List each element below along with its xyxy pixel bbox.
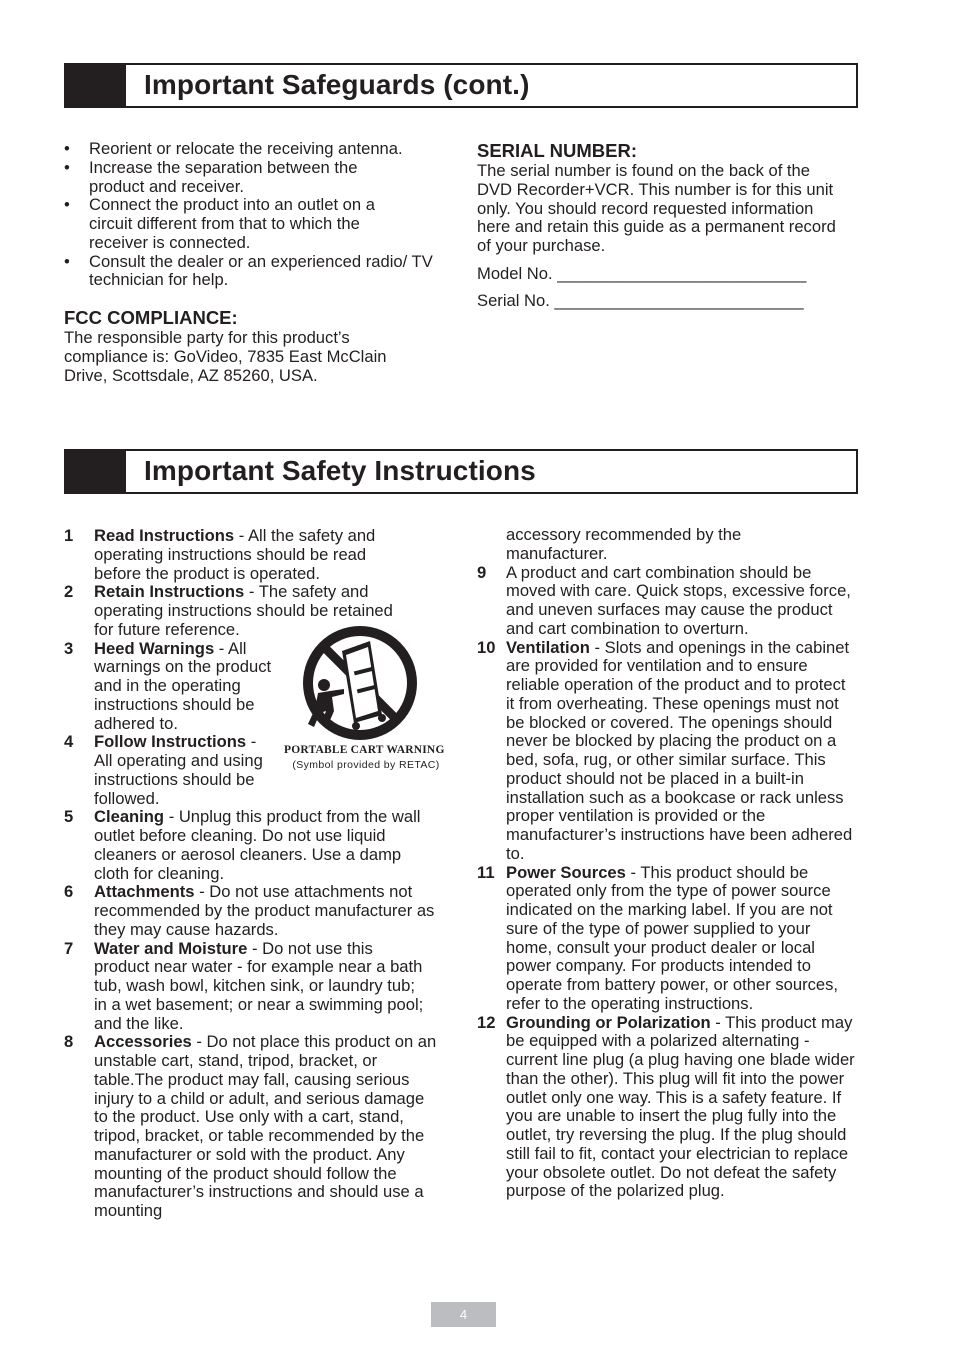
section-title: Important Safety Instructions: [144, 455, 536, 486]
instruction-item-11: 11 Power Sources - This product should be operated only from the type of power source indicated on the marking label. If you are not sure of the type of power supplied to your home, consult your product dealer or local power company. For products intended to operate from battery power, or other sources, refer to the operating instructions.: [477, 862, 839, 1013]
interference-bullet-list: [64, 140, 444, 290]
bullet-glyph: •: [64, 251, 70, 271]
instruction-number: 8: [64, 1032, 74, 1052]
instruction-number: 1: [64, 526, 74, 545]
section-header-safeguards: [64, 63, 858, 108]
instruction-item-2: 2 Retain Instructions - The safety and operating instructions should be retained for future reference.: [64, 582, 393, 639]
instruction-number: 9: [477, 562, 487, 582]
list-item: • Connect the product into an outlet on a circuit different from that to which the receiver is connected.: [64, 195, 375, 252]
bullet-glyph: •: [64, 195, 70, 215]
instruction-item-1: 1 Read Instructions - All the safety and operating instructions should be read before the product is operated.: [64, 526, 376, 583]
instruction-number: 6: [64, 882, 74, 902]
serial-column: [477, 140, 847, 310]
list-item: • Increase the separation between the product and receiver.: [64, 157, 358, 196]
serial-number-field: Serial No. ___________________________: [477, 290, 804, 310]
instruction-item-6: 6 Attachments - Do not use attachments not recommended by the product manufacturer as they may cause hazards.: [64, 882, 435, 939]
cart-warning-subtitle: (Symbol provided by RETAC): [292, 759, 440, 771]
instruction-item-5: 5 Cleaning - Unplug this product from the wall outlet before cleaning. Do not use liquid cleaners or aerosol cleaners. Use a damp cloth for cleaning.: [64, 807, 421, 883]
list-item: • Reorient or relocate the receiving antenna.: [64, 139, 403, 158]
bullet-glyph: •: [64, 157, 70, 177]
serial-body: The serial number is found on the back of the DVD Recorder+VCR. This number is for this unit only. You should record requested information here and retain this guide as a permanent record of your purchase.: [477, 161, 836, 255]
fcc-body: The responsible party for this product’s compliance is: GoVideo, 7835 East McClain Drive, Scottsdale, AZ 85260, USA.: [64, 328, 387, 385]
serial-heading: SERIAL NUMBER:: [477, 140, 637, 161]
model-number-field: Model No. ___________________________: [477, 263, 807, 283]
instruction-number: 12: [477, 1012, 496, 1032]
section-title: Important Safeguards (cont.): [144, 69, 530, 100]
page-number: 4: [431, 1302, 496, 1327]
instruction-number: 11: [477, 862, 495, 882]
instruction-number: 7: [64, 938, 74, 958]
instruction-number: 2: [64, 582, 74, 602]
instruction-number: 10: [477, 637, 496, 657]
no-cart-tipping-icon: [284, 623, 436, 743]
instruction-number: 5: [64, 807, 74, 827]
instruction-item-8-cont: accessory recommended by the manufacturer.: [506, 525, 742, 563]
section-header-safety-instructions: [64, 449, 858, 494]
instruction-item-8: 8 Accessories - Do not place this product on an unstable cart, stand, tripod, bracket, or table.The product may fall, causing serious injury to a child or adult, and serious damage to the product. Use only with a cart, stand, tripod, bracket, or table recommended by the manufacturer or sold with the product. Any mounting of the product should follow the manufacturer’s instructions and should use a mounting: [64, 1032, 437, 1220]
instruction-number: 4: [64, 732, 74, 752]
instruction-item-10: 10 Ventilation - Slots and openings in the cabinet are provided for ventilation and to ensure reliable operation of the product and to protect it from overheating. These openings must not be blocked or covered. The openings should never be blocked by placing the product on a bed, sofa, rug, or other similar surface. This product should not be placed in a built-in installation such as a bookcase or rack unless proper ventilation is provided or the manufacturer’s instructions have been adhered to.: [477, 637, 853, 863]
instruction-item-3: 3 Heed Warnings - All warnings on the product and in the operating instructions should be adhered to.: [64, 638, 272, 733]
interference-column: [64, 140, 444, 385]
portable-cart-warning: [284, 623, 445, 775]
header-black-block: [66, 65, 126, 106]
instruction-item-9: 9 A product and cart combination should be moved with care. Quick stops, excessive force, and uneven surfaces may cause the product and cart combination to overturn.: [477, 562, 851, 638]
list-item: • Consult the dealer or an experienced radio/ TV technician for help.: [64, 251, 433, 290]
cart-warning-title: PORTABLE CART WARNING: [284, 744, 445, 756]
header-black-block: [66, 451, 126, 492]
instruction-number: 3: [64, 638, 74, 658]
instruction-item-12: 12 Grounding or Polarization - This product may be equipped with a polarized alternating - current line plug (a plug having one blade wider than the other). This plug will fit into the power outlet only one way. This is a safety feature. If you are unable to insert the plug fully into the outlet, try reversing the plug. If the plug should still fail to fit, contact your electrician to replace your obsolete outlet. Do not defeat the safety purpose of the polarized plug.: [477, 1012, 855, 1201]
instruction-item-7: 7 Water and Moisture - Do not use this product near water - for example near a bath tub, wash bowl, kitchen sink, or laundry tub; in a wet basement; or near a swimming pool; and the like.: [64, 938, 424, 1033]
instructions-right-column: [477, 526, 862, 1201]
fcc-heading: FCC COMPLIANCE:: [64, 307, 238, 328]
bullet-glyph: •: [64, 139, 70, 158]
instruction-item-4: 4 Follow Instructions - All operating and using instructions should be followed.: [64, 732, 263, 808]
